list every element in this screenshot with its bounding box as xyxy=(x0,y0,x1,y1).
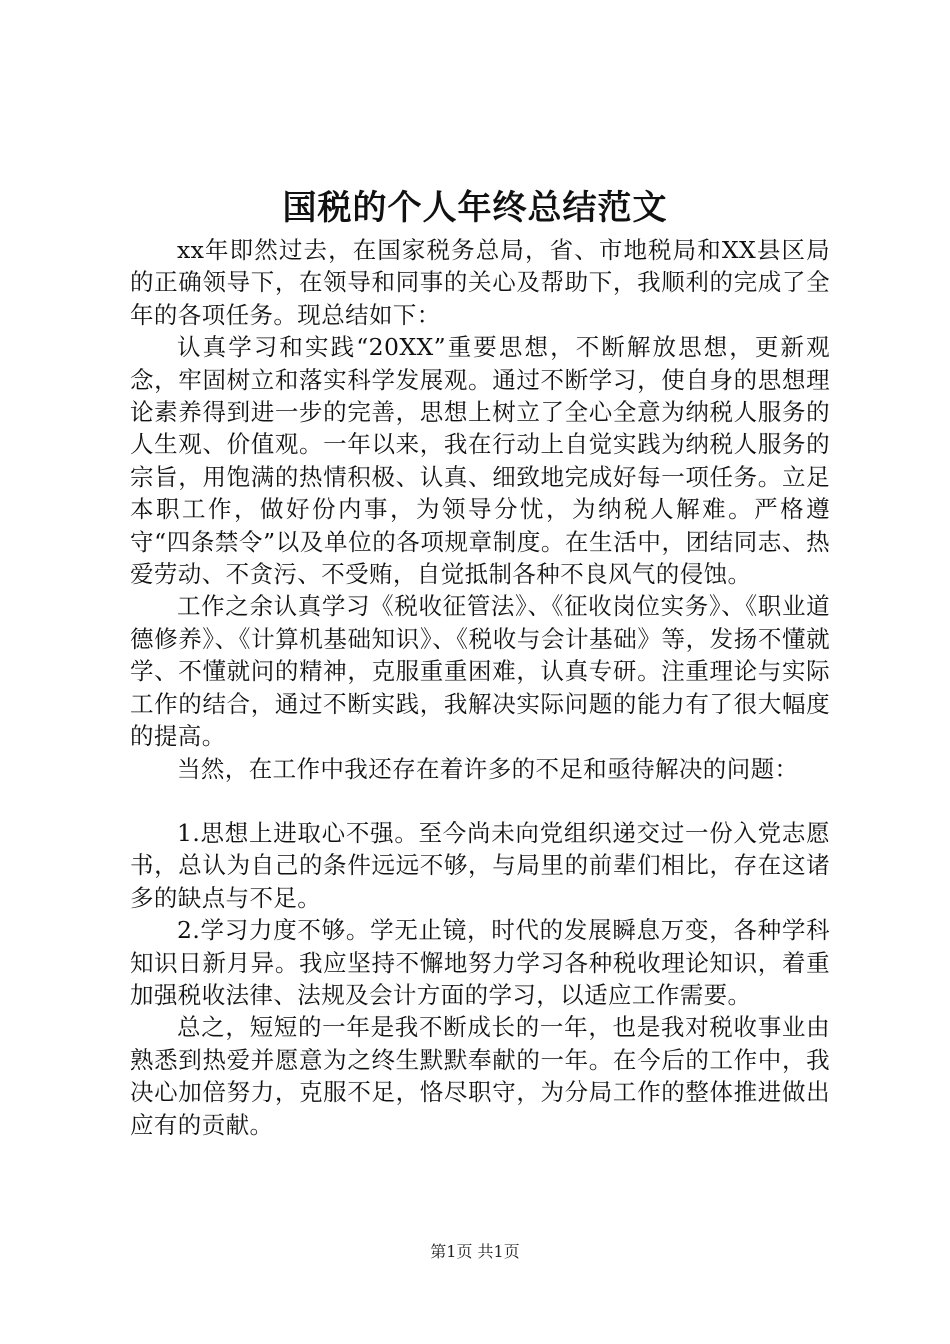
paragraph-shortcoming-1: 1.思想上进取心不强。至今尚未向党组织递交过一份入党志愿书，总认为自己的条件远远不够，与局里的前辈们相比，存在这诸多的缺点与不足。 xyxy=(130,818,830,912)
paragraph-intro: xx年即然过去，在国家税务总局，省、市地税局和XX县区局的正确领导下，在领导和同事的关心及帮助下，我顺利的完成了全年的各项任务。现总结如下： xyxy=(130,236,830,329)
paragraph-study-practice: 认真学习和实践“20XX”重要思想，不断解放思想，更新观念，牢固树立和落实科学发展观。通过不断学习，使自身的思想理论素养得到进一步的完善，思想上树立了全心全意为纳税人服务的人生观、价值观。一年以来，我在行动上自觉实践为纳税人服务的宗旨，用饱满的热情积极、认真、细致地完成好每一项任务。立足本职工作，做好份内事，为领导分忧，为纳税人解难。严格遵守“四条禁令”以及单位的各项规章制度。在生活中，团结同志、热爱劳动、不贪污、不受贿，自觉抵制各种不良风气的侵蚀。 xyxy=(130,333,830,589)
blank-line xyxy=(130,785,830,817)
page-footer: 第1页 共1页 xyxy=(430,1242,520,1261)
document-body xyxy=(130,234,830,1141)
paragraph-shortcomings-intro: 当然，在工作中我还存在着许多的不足和亟待解决的问题： xyxy=(177,754,799,783)
document-title: 国税的个人年终总结范文 xyxy=(282,188,668,228)
paragraph-learning: 工作之余认真学习《税收征管法》、《征收岗位实务》、《职业道德修养》、《计算机基础知识》、《税收与会计基础》等，发扬不懂就学、不懂就问的精神，克服重重困难，认真专研。注重理论与实际工作的结合，通过不断实践，我解决实际问题的能力有了很大幅度的提高。 xyxy=(130,592,830,751)
paragraph-conclusion: 总之，短短的一年是我不断成长的一年，也是我对税收事业由熟悉到热爱并愿意为之终生默默奉献的一年。在今后的工作中，我决心加倍努力，克服不足，恪尽职守，为分局工作的整体推进做出应有的贡献。 xyxy=(130,1013,830,1139)
paragraph-shortcoming-2: 2.学习力度不够。学无止镜，时代的发展瞬息万变，各种学科知识日新月异。我应坚持不懈地努力学习各种税收理论知识，着重加强税收法律、法规及会计方面的学习，以适应工作需要。 xyxy=(130,916,830,1009)
